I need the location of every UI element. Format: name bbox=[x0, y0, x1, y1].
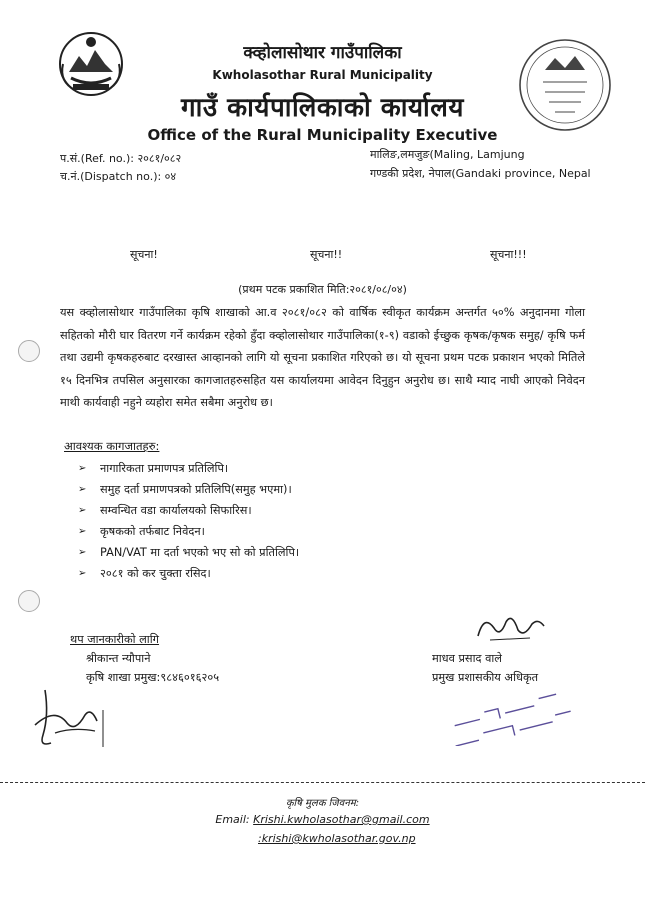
list-item: ➢ PAN/VAT मा दर्ता भएको भए सो को प्रतिलिपि। bbox=[78, 546, 300, 559]
footer-email-1: Email: Krishi.kwholasothar@gmail.com bbox=[215, 813, 430, 826]
dispatch-number: च.नं.(Dispatch no.): ०४ bbox=[60, 170, 177, 183]
arrow-bullet-icon: ➢ bbox=[78, 568, 87, 579]
signature-mark bbox=[470, 608, 550, 648]
office-name-np: गाउँ कार्यपालिकाको कार्यालय bbox=[181, 93, 464, 123]
contact-phone: कृषि शाखा प्रमुख:९८४६०१६२०५ bbox=[86, 671, 220, 684]
arrow-bullet-icon: ➢ bbox=[78, 484, 87, 495]
reference-number: प.सं.(Ref. no.): २०८१/०८२ bbox=[60, 152, 182, 165]
list-item: ➢ सम्वन्धित वडा कार्यालयको सिफारिस। bbox=[78, 504, 252, 517]
list-item: ➢ २०८१ को कर चुक्ता रसिद। bbox=[78, 567, 211, 580]
municipality-name-np: क्व्होलासोथार गाउँपालिका bbox=[243, 43, 402, 63]
contact-title: थप जानकारीको लागि bbox=[70, 633, 160, 646]
punch-hole bbox=[18, 590, 40, 612]
list-item: ➢ नागारिकता प्रमाणपत्र प्रतिलिपि। bbox=[78, 462, 229, 475]
published-date: (प्रथम पटक प्रकाशित मिति:२०८१/०८/०४) bbox=[238, 283, 407, 296]
email-link[interactable]: Krishi.kwholasothar@gmail.com bbox=[253, 813, 430, 826]
address-line-1: मालिङ,लमजुङ(Maling, Lamjung bbox=[370, 148, 525, 161]
notice-label-2: सूचना!! bbox=[310, 248, 343, 261]
arrow-bullet-icon: ➢ bbox=[78, 526, 87, 537]
signature-mark bbox=[25, 685, 110, 755]
documents-title: आवश्यक कागजातहरु: bbox=[64, 439, 160, 453]
notice-label-3: सूचना!!! bbox=[490, 248, 527, 261]
footer-divider bbox=[0, 782, 645, 783]
notice-label-1: सूचना! bbox=[130, 248, 158, 261]
arrow-bullet-icon: ➢ bbox=[78, 463, 87, 474]
officer-stamp bbox=[440, 686, 580, 746]
address-line-2: गण्डकी प्रदेश, नेपाल(Gandaki province, Nepal bbox=[370, 167, 591, 180]
notice-body: यस क्व्होलासोथार गाउँपालिका कृषि शाखाको आ.व २०८१/०८२ को वार्षिक स्वीकृत कार्यक्रम अन्तर्गत ५०% अनुदानमा गोला सहितको मौरी घार वितरण गर्ने कार्यक्रम रहेको हुँदा क्व्होलासोथार गाउँपालिका(१-९) वडाको ईच्छुक कृषक/कृषक समुह/ कृषि फर्म तथा उद्यमी कृषकहरुबाट दरखास्त आव्हानको लागि यो सूचना प्रकाशित गरिएको छ। यो सूचना प्रथम पटक प्रकाशन भएको मितिले १५ दिनभित्र तपसिल अनुसारका कागजातहरुसहित यस कार्यालयमा आवेदन दिनुहुन अनुरोध छ। साथै म्याद नाघी आएको निवेदन माथी कार्यवाही नहुने व्यहोरा समेत सबैमा अनुरोध छ। bbox=[60, 306, 585, 409]
signer-title: प्रमुख प्रशासकीय अधिकृत bbox=[432, 671, 539, 684]
list-item: ➢ समुह दर्ता प्रमाणपत्रको प्रतिलिपि(समुह भएमा)। bbox=[78, 483, 292, 496]
office-name-en: Office of the Rural Municipality Executive bbox=[147, 126, 498, 144]
footer-email-2[interactable]: :krishi@kwholasothar.gov.np bbox=[258, 832, 416, 845]
documents-list bbox=[78, 458, 299, 584]
arrow-bullet-icon: ➢ bbox=[78, 547, 87, 558]
municipality-name-en: Kwholasothar Rural Municipality bbox=[212, 68, 433, 82]
arrow-bullet-icon: ➢ bbox=[78, 505, 87, 516]
list-item: ➢ कृषकको तर्फबाट निवेदन। bbox=[78, 525, 205, 538]
footer-motto: कृषि मुलक जिवनम: bbox=[285, 798, 360, 809]
contact-name: श्रीकान्त न्यौपाने bbox=[86, 652, 151, 665]
signer-name: माधव प्रसाद वाले bbox=[432, 652, 502, 665]
punch-hole bbox=[18, 340, 40, 362]
